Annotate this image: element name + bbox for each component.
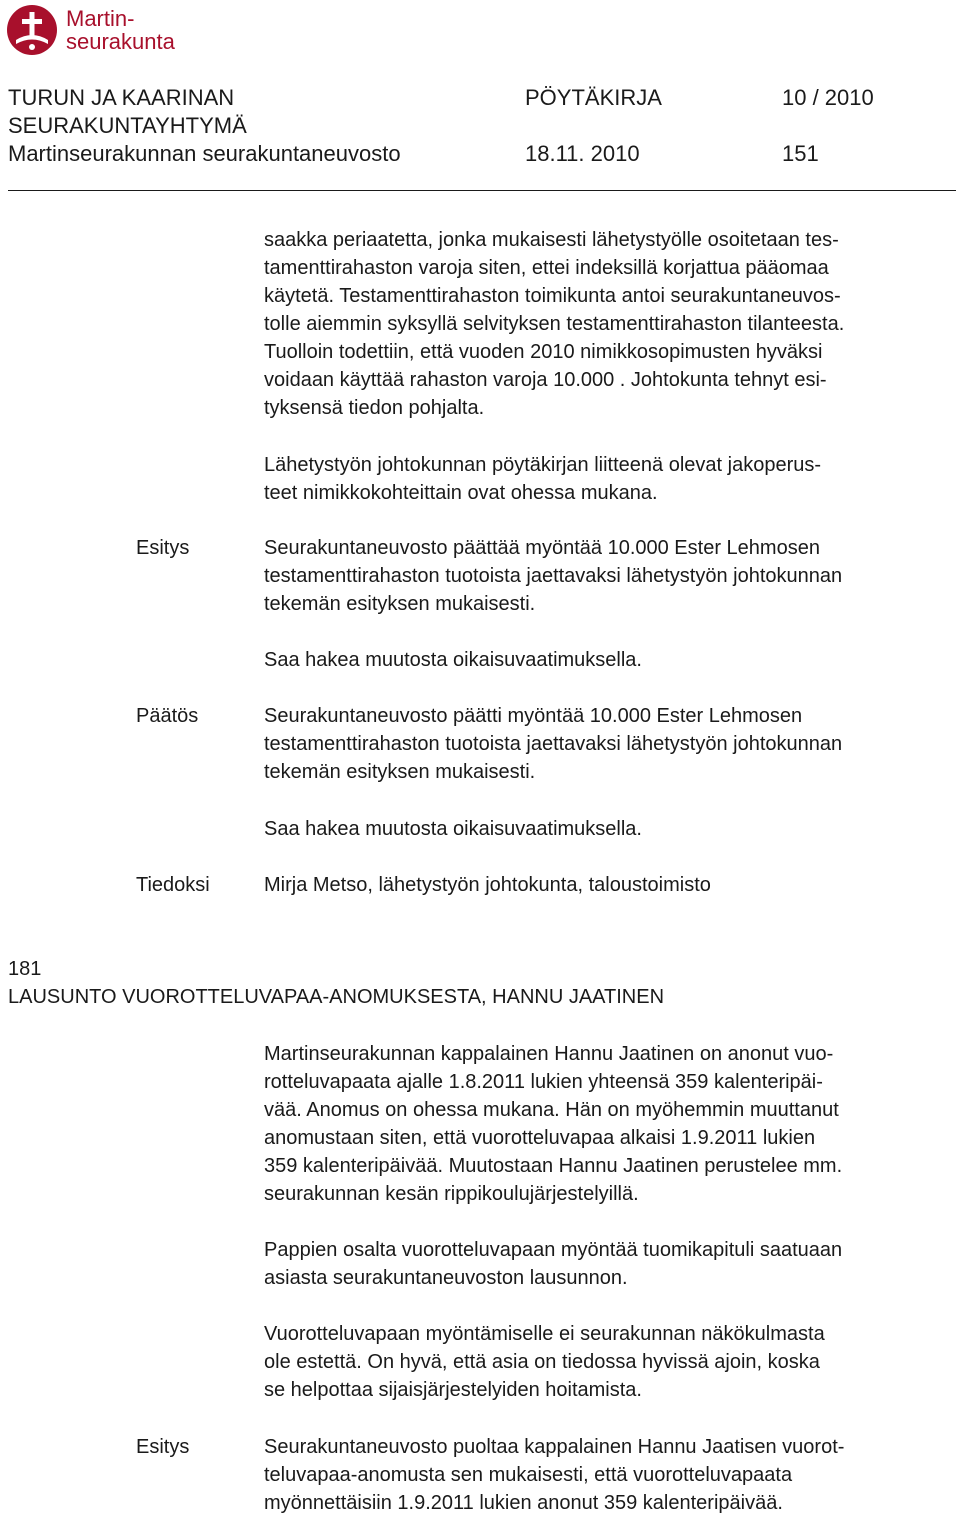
paragraph-testament-fund <box>264 226 958 422</box>
text-line: tolle aiemmin syksyllä selvityksen testamenttirahaston tilanteesta. <box>264 313 845 335</box>
text-line: teet nimikkokohteittain ovat ohessa mukana. <box>264 482 658 504</box>
logo-line-2: seurakunta <box>66 29 175 54</box>
org-name-line-1: TURUN JA KAARINAN <box>8 85 235 110</box>
for-information-label: Tiedoksi <box>136 874 210 896</box>
for-information-text <box>264 871 958 899</box>
proposal-text <box>264 534 958 618</box>
council-name: Martinseurakunnan seurakuntaneuvosto <box>8 141 401 166</box>
text-line: vää. Anomus on ohessa mukana. Hän on myöhemmin muuttanut <box>264 1099 839 1121</box>
text-line: Tuolloin todettiin, että vuoden 2010 nimikkosopimusten hyväksi <box>264 341 823 363</box>
text-line: Seurakuntaneuvosto päättää myöntää 10.000 Ester Lehmosen <box>264 537 820 559</box>
meeting-date: 18.11. 2010 <box>525 141 640 166</box>
text-line: saakka periaatetta, jonka mukaisesti lähetystyölle osoitetaan tes- <box>264 229 839 251</box>
proposal-text <box>264 1433 958 1517</box>
cross-seal-icon <box>6 4 58 56</box>
text-line: myönnettäisiin 1.9.2011 lukien anonut 359 kalenteripäivää. <box>264 1492 783 1514</box>
text-line: voidaan käyttää rahaston varoja 10.000 . Johtokunta tehnyt esi- <box>264 369 827 391</box>
paragraph-parish-view <box>264 1320 958 1404</box>
document-number: 10 / 2010 <box>782 85 874 110</box>
text-line: Saa hakea muutosta oikaisuvaatimuksella. <box>264 818 642 840</box>
logo-wordmark <box>66 7 175 53</box>
logo-line-1: Martin- <box>66 6 135 31</box>
text-line: testamenttirahaston tuotoista jaettavaksi lähetystyön johtokunnan <box>264 733 843 755</box>
text-line: rotteluvapaata ajalle 1.8.2011 lukien yhteensä 359 kalenteripäi- <box>264 1071 823 1093</box>
text-line: tekemän esityksen mukaisesti. <box>264 761 536 783</box>
appeal-notice <box>264 646 958 674</box>
document-type: PÖYTÄKIRJA <box>525 85 662 110</box>
proposal-label: Esitys <box>136 537 190 559</box>
text-line: Pappien osalta vuorotteluvapaan myöntää tuomikapituli saatuaan <box>264 1239 843 1261</box>
text-line: se helpottaa sijaisjärjestelyiden hoitamista. <box>264 1379 642 1401</box>
decision-label: Päätös <box>136 705 199 727</box>
paragraph-distribution-basis <box>264 451 958 507</box>
text-line: asiasta seurakuntaneuvoston lausunnon. <box>264 1267 628 1289</box>
text-line: testamenttirahaston tuotoista jaettavaksi lähetystyön johtokunnan <box>264 565 843 587</box>
text-line: Seurakuntaneuvosto päätti myöntää 10.000 Ester Lehmosen <box>264 705 803 727</box>
text-line: 359 kalenteripäivää. Muutostaan Hannu Jaatinen perustelee mm. <box>264 1155 843 1177</box>
text-line: anomustaan siten, että vuorotteluvapaa alkaisi 1.9.2011 lukien <box>264 1127 816 1149</box>
text-line: käytetä. Testamenttirahaston toimikunta antoi seurakuntaneuvos- <box>264 285 841 307</box>
text-line: tyksensä tiedon pohjalta. <box>264 397 485 419</box>
section-number <box>8 955 41 983</box>
logo <box>6 4 175 56</box>
text-line: Mirja Metso, lähetystyön johtokunta, taloustoimisto <box>264 874 711 896</box>
text-line: seurakunnan kesän rippikoulujärjestelyillä. <box>264 1183 639 1205</box>
text-line: Vuorotteluvapaan myöntämiselle ei seurakunnan näkökulmasta <box>264 1323 825 1345</box>
section-number-text: 181 <box>8 958 42 980</box>
text-line: Martinseurakunnan kappalainen Hannu Jaatinen on anonut vuo- <box>264 1043 834 1065</box>
text-line: Saa hakea muutosta oikaisuvaatimuksella. <box>264 649 642 671</box>
org-name-line-2: SEURAKUNTAYHTYMÄ <box>8 113 247 138</box>
section-title: LAUSUNTO VUOROTTELUVAPAA-ANOMUKSESTA, HANNU JAATINEN <box>8 986 665 1008</box>
header-divider <box>8 190 956 191</box>
text-line: teluvapaa-anomusta sen mukaisesti, että vuorotteluvapaata <box>264 1464 793 1486</box>
text-line: tekemän esityksen mukaisesti. <box>264 593 536 615</box>
paragraph-chapter-approval <box>264 1236 958 1292</box>
text-line: Lähetystyön johtokunnan pöytäkirjan liitteenä olevat jakoperus- <box>264 454 822 476</box>
text-line: Seurakuntaneuvosto puoltaa kappalainen Hannu Jaatisen vuorot- <box>264 1436 845 1458</box>
text-line: ole estettä. On hyvä, että asia on tiedossa hyvissä ajoin, koska <box>264 1351 820 1373</box>
page-number: 151 <box>782 141 819 166</box>
text-line: tamenttirahaston varoja siten, ettei indeksillä korjattua pääomaa <box>264 257 829 279</box>
decision-text <box>264 702 958 786</box>
proposal-label: Esitys <box>136 1436 190 1458</box>
appeal-notice <box>264 815 958 843</box>
paragraph-leave-application <box>264 1040 958 1208</box>
